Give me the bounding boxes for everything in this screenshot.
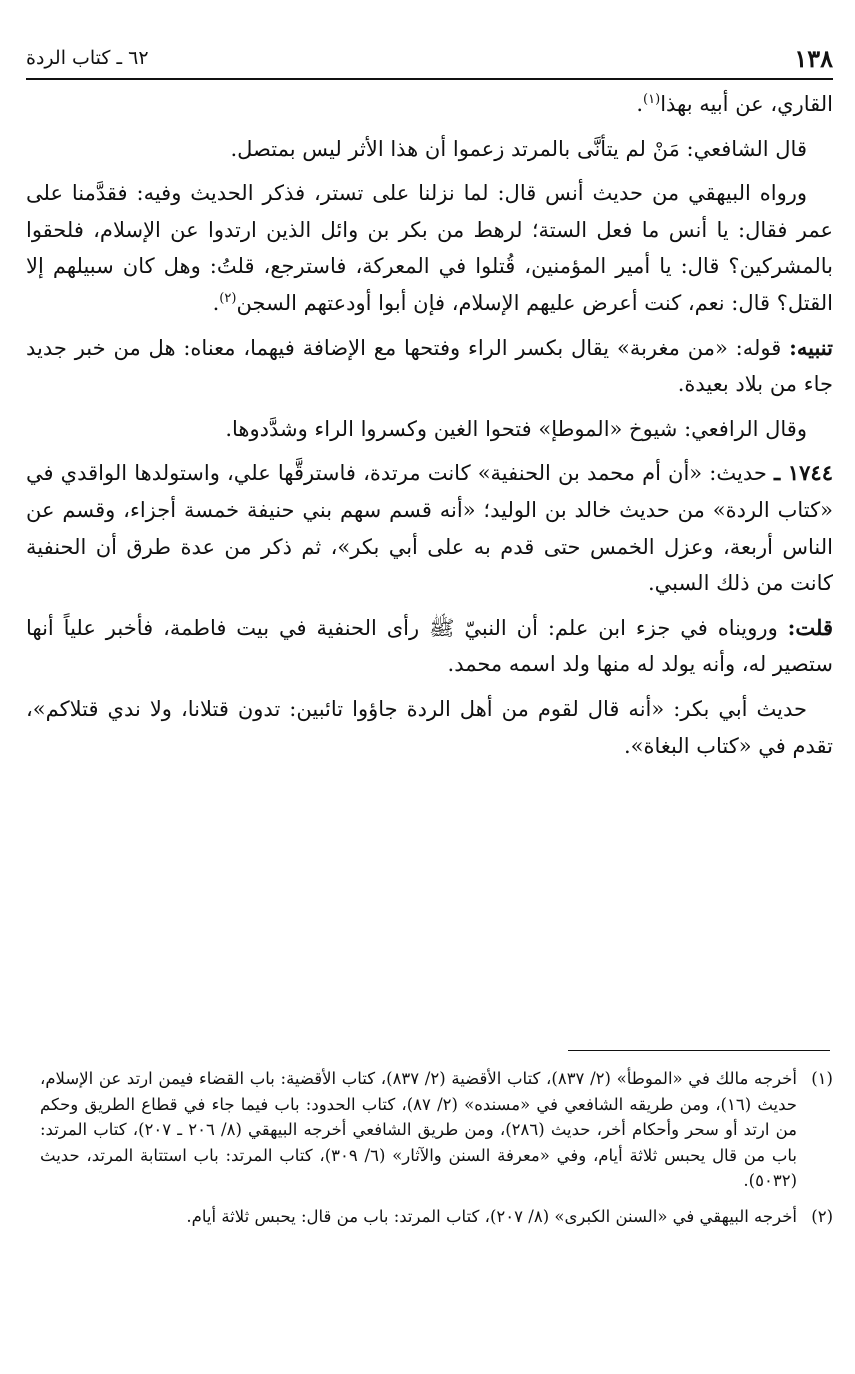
paragraph-1 bbox=[26, 86, 833, 123]
footnote-1-text: أخرجه مالك في «الموطأ» (٢/ ٨٣٧)، كتاب الأقضية (٢/ ٨٣٧)، كتاب الأقضية: باب القضاء فيمن ارتد عن الإسلام، حديث (١٦)، ومن طريقه الشافعي في «مسنده» (٢/ ٨٧)، كتاب الحدود: باب فيما جاء في قطاع الطريق وحكم من ارتد أو سحر وأحكام أخر، حديث (٢٨٦)، ومن طريق الشافعي أخرجه البيهقي (٨/ ٢٠٦ ـ ٢٠٧)، كتاب المرتد: باب من قال يحبس ثلاثة أيام، وفي «معرفة السنن والآثار» (٦/ ٣٠٩)، كتاب المرتد: باب استتابة المرتد، حديث (٥٠٣٢). bbox=[40, 1069, 798, 1190]
footnote-2-text: أخرجه البيهقي في «السنن الكبرى» (٨/ ٢٠٧)، كتاب المرتد: باب من قال: يحبس ثلاثة أيام. bbox=[186, 1206, 797, 1226]
paragraph-1-end: . bbox=[636, 92, 644, 116]
paragraph-6 bbox=[26, 455, 833, 601]
paragraph-5: وقال الرافعي: شيوخ «الموطإ» فتحوا الغين وكسروا الراء وشدَّدوها. bbox=[225, 416, 807, 441]
paragraph-8: حديث أبي بكر: «أنه قال لقوم من أهل الردة جاؤوا تائبين: تدون قتلانا، ولا ندي قتلاكم»، تقدم في «كتاب البغاة». bbox=[26, 696, 833, 758]
paragraph-7-text: ورويناه في جزء ابن علم: أن النبيّ ﷺ رأى الحنفية في بيت فاطمة، فأخبر علياً أنها ستصير له، وأنه يولد له منها ولد اسمه محمد. bbox=[26, 615, 833, 677]
page-number: ١٣٨ bbox=[794, 43, 833, 73]
qultu-label: قلت: bbox=[787, 614, 833, 640]
paragraph-1-text: القاري، عن أبيه بهذا bbox=[660, 92, 833, 116]
footnote-1 bbox=[40, 1066, 833, 1194]
footnote-1-number: (١) bbox=[811, 1069, 833, 1088]
footnote-2-number: (٢) bbox=[811, 1206, 833, 1226]
footnote-divider bbox=[568, 1050, 830, 1051]
paragraph-3-end: . bbox=[212, 290, 220, 315]
paragraph-3 bbox=[26, 175, 833, 321]
main-text bbox=[26, 86, 833, 772]
hadith-number: ١٧٤٤ ـ bbox=[773, 460, 833, 486]
paragraph-4 bbox=[26, 330, 833, 403]
footnote-2 bbox=[40, 1204, 833, 1230]
footnote-marker-2: (٢) bbox=[219, 290, 237, 306]
running-title: ٦٢ ـ كتاب الردة bbox=[26, 47, 149, 69]
paragraph-4-text: قوله: «من مغربة» يقال بكسر الراء وفتحها مع الإضافة فيهما، معناه: هل من خبر جديد جاء من بلاد بعيدة. bbox=[26, 335, 833, 397]
paragraph-6-text: حديث: «أن أم محمد بن الحنفية» كانت مرتدة، فاسترقَّها علي، واستولدها الواقدي في «كتاب الردة» من حديث خالد بن الوليد؛ «أنه قسم سهم بني حنيفة خمسة أجزاء، وقسم عن الناس أربعة، وعزل الخمس حتى قدم به على أبي بكر»، ثم ذكر من عدة طرق أن الحنفية كانت من ذلك السبي. bbox=[26, 461, 833, 596]
paragraph-2: قال الشافعي: مَنْ لم يتأنَّى بالمرتد زعموا أن هذا الأثر ليس بمتصل. bbox=[230, 136, 807, 161]
note-label: تنبيه: bbox=[789, 334, 833, 360]
paragraph-3-text: ورواه البيهقي من حديث أنس قال: لما نزلنا على تستر، فذكر الحديث وفيه: فقدَّمنا على عمر فقال: يا أنس ما فعل الستة؛ لرهط من بكر بن وائل الذين ارتدوا عن الإسلام، فلحقوا بالمشركين؟ قال: يا أمير المؤمنين، قُتلوا في المعركة، فاسترجع، قلتُ: وهل كان سبيلهم إلا القتل؟ قال: نعم، كنت أعرض عليهم الإسلام، فإن أبوا أودعتهم السجن bbox=[26, 181, 833, 315]
paragraph-7 bbox=[26, 610, 833, 683]
footnote-marker-1: (١) bbox=[643, 92, 661, 107]
footnotes bbox=[40, 1066, 833, 1239]
page-header bbox=[26, 38, 833, 80]
